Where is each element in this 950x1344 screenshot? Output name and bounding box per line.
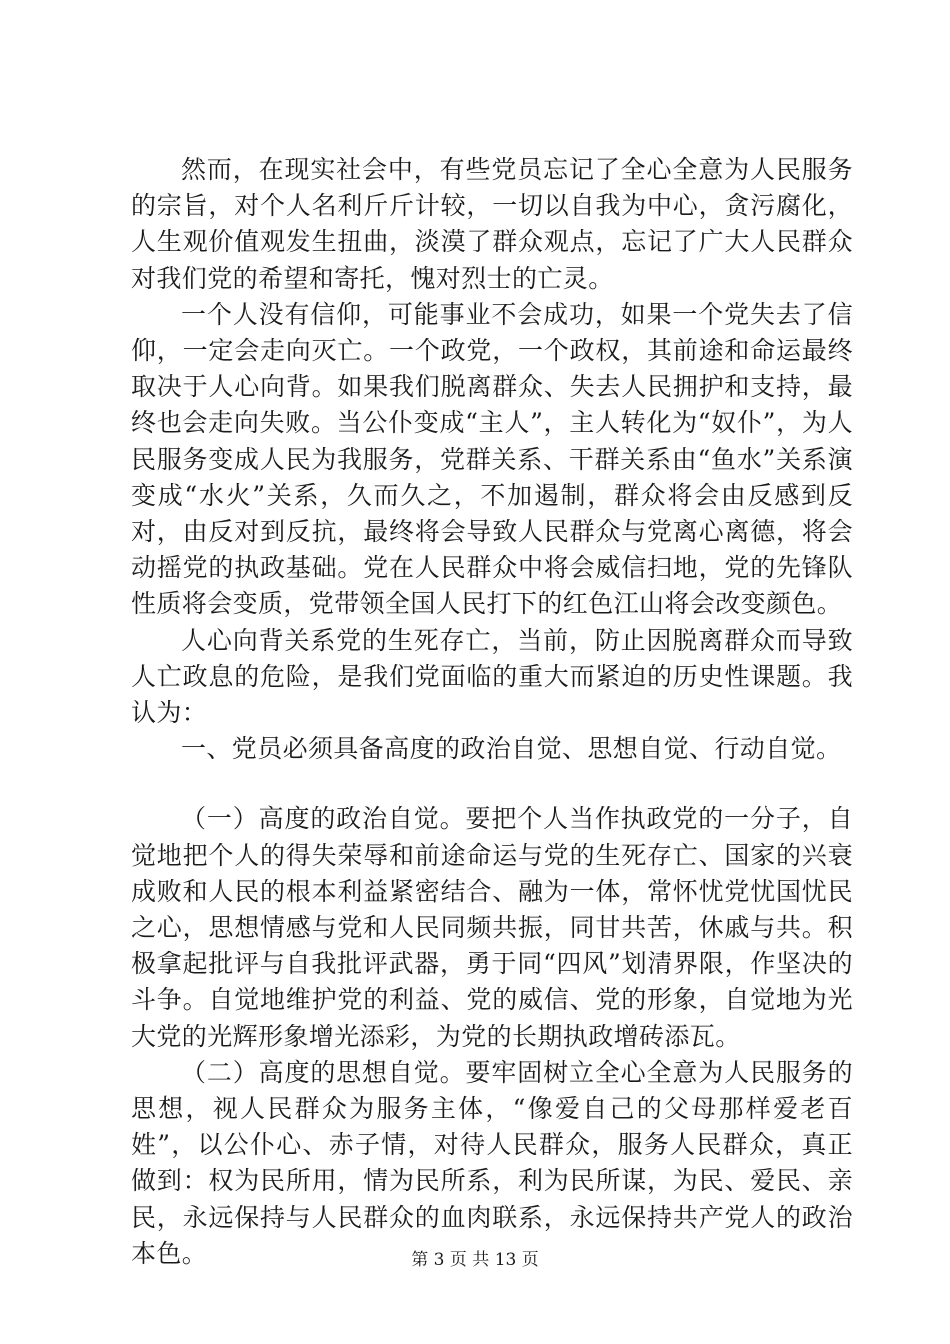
paragraph-3: 人心向背关系党的生死存亡，当前，防止因脱离群众而导致人亡政息的危险，是我们党面临的重大而紧迫的历史性课题。我认为： bbox=[131, 625, 853, 728]
paragraph-2: 一个人没有信仰，可能事业不会成功，如果一个党失去了信仰，一定会走向灭亡。一个政党，一个政权，其前途和命运最终取决于人心向背。如果我们脱离群众、失去人民拥护和支持，最终也会走向失败。当公仆变成“主人”，主人转化为“奴仆”，为人民服务变成人民为我服务，党群关系、干群关系由“鱼水”关系演变成“水火”关系，久而久之，不加遏制，群众将会由反感到反对，由反对到反抗，最终将会导致人民群众与党离心离德，将会动摇党的执政基础。党在人民群众中将会威信扫地，党的先锋队性质将会变质，党带领全国人民打下的红色江山将会改变颜色。 bbox=[131, 299, 853, 619]
page-number-footer: 第 3 页 共 13 页 bbox=[411, 1250, 539, 1270]
paragraph-1: 然而，在现实社会中，有些党员忘记了全心全意为人民服务的宗旨，对个人名利斤斤计较，一切以自我为中心，贪污腐化，人生观价值观发生扭曲，淡漠了群众观点，忘记了广大人民群众对我们党的希望和寄托，愧对烈士的亡灵。 bbox=[131, 155, 853, 293]
section-heading-1: 一、党员必须具备高度的政治自觉、思想自觉、行动自觉。 bbox=[181, 734, 842, 764]
paragraph-subsection-2: （二）高度的思想自觉。要牢固树立全心全意为人民服务的思想，视人民群众为服务主体，“像爱自己的父母那样爱老百姓”，以公仆心、赤子情，对待人民群众，服务人民群众，真正做到：权为民所用，情为民所系，利为民所谋，为民、爱民、亲民，永远保持与人民群众的血肉联系，永远保持共产党人的政治本色。 bbox=[131, 1057, 853, 1268]
document-body bbox=[131, 152, 853, 1272]
paragraph-subsection-1: （一）高度的政治自觉。要把个人当作执政党的一分子，自觉地把个人的得失荣辱和前途命运与党的生死存亡、国家的兴衰成败和人民的根本利益紧密结合、融为一体，常怀忧党忧国忧民之心，思想情感与党和人民同频共振，同甘共苦，休戚与共。积极拿起批评与自我批评武器，勇于同“四风”划清界限，作坚决的斗争。自觉地维护党的利益、党的威信、党的形象，自觉地为光大党的光辉形象增光添彩，为党的长期执政增砖添瓦。 bbox=[131, 804, 853, 1051]
